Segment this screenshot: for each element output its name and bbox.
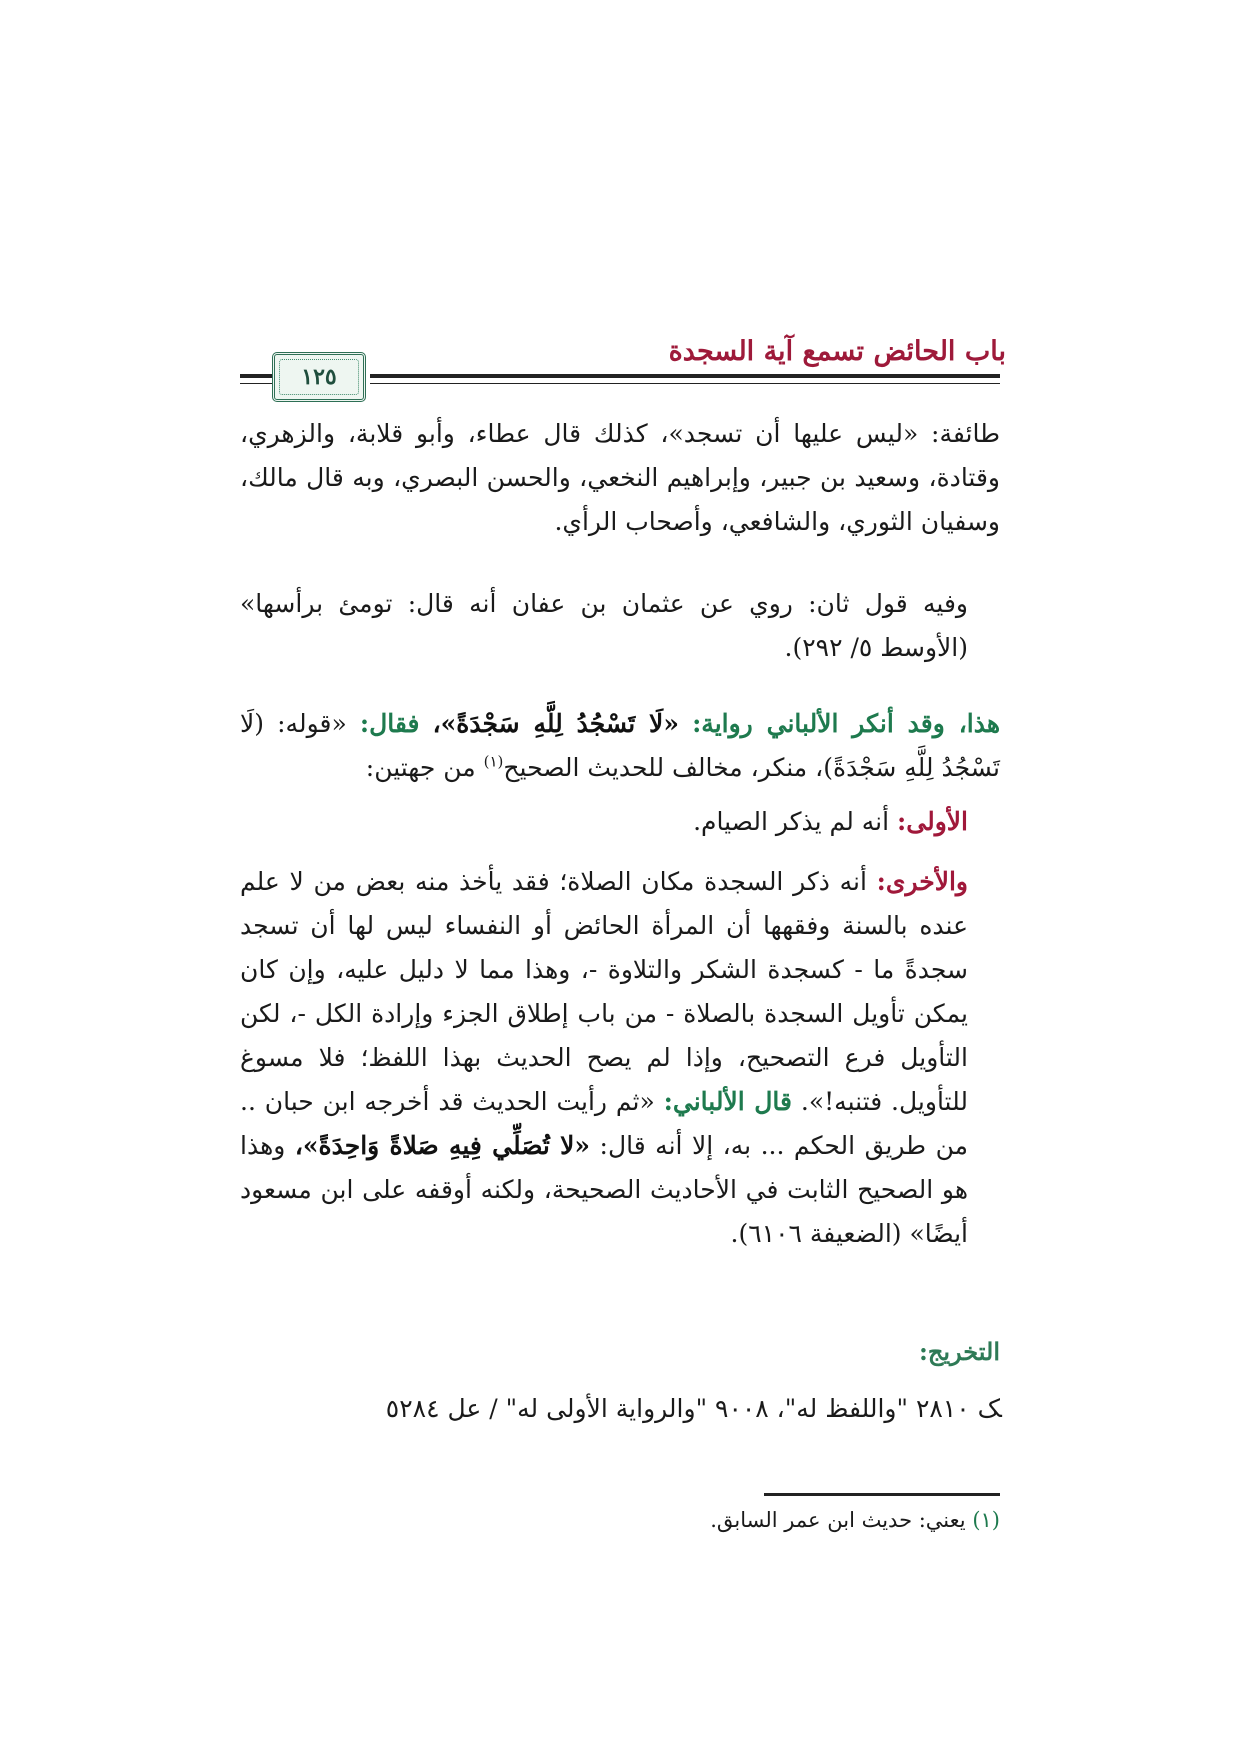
paragraph-2 bbox=[240, 582, 1000, 670]
takhrij-text-block bbox=[240, 1387, 1000, 1431]
header-rule-thin bbox=[370, 383, 1000, 384]
second-point-text: أنه ذكر السجدة مكان الصلاة؛ فقد يأخذ منه بعض من لا علم عنده بالسنة وفقهها أن المرأة الحائض أو النفساء ليس لها أن تسجد سجدةً ما - كسجدة الشكر والتلاوة -، وهذا مما لا دليل عليه، وإن كان يمكن تأويل السجدة بالصلاة - من باب إطلاق الجزء وإرادة الكل -، لكن التأويل فرع التصحيح، وإذا لم يصح الحديث بهذا اللفظ؛ فلا مسوغ للتأويل. فتنبه!». bbox=[240, 867, 968, 1116]
header-rule-left-thick bbox=[240, 374, 272, 378]
albani-text-end: وهذا هو الصحيح الثابت في الأحاديث الصحيحة، ولكنه أوقفه على ابن مسعود أيضًا» (الضعيفة ٦١٠٦). bbox=[240, 1131, 968, 1248]
albani-label: قال الألباني: bbox=[663, 1087, 793, 1116]
page-number: ١٢٥ bbox=[301, 364, 337, 390]
paragraph-4 bbox=[240, 800, 1000, 844]
hadith-quote: «لَا تَسْجُدُ لِلَّهِ سَجْدَةً»، bbox=[432, 709, 679, 738]
albani-comment-end: من جهتين: bbox=[365, 753, 476, 782]
first-point-label: الأولى: bbox=[897, 807, 968, 836]
paragraph-3 bbox=[240, 702, 1000, 790]
paragraph-5 bbox=[240, 860, 1000, 1256]
paragraph-1 bbox=[240, 412, 1000, 544]
first-point-text: أنه لم يذكر الصيام. bbox=[693, 807, 890, 836]
footnote-text: يعني: حديث ابن عمر السابق. bbox=[710, 1508, 966, 1532]
footnote-separator bbox=[764, 1493, 1000, 1496]
hadith-quote-2: «لا تُصَلِّي فِيهِ صَلاةً وَاحِدَةً»، bbox=[294, 1131, 591, 1160]
second-point-label: والأخرى: bbox=[876, 867, 968, 896]
footnote-mark: (١) bbox=[972, 1508, 1000, 1532]
footnote-ref[interactable]: (١) bbox=[483, 752, 504, 771]
takhrij-text: ﮏ ٢٨١٠ "واللفظ له"، ٩٠٠٨ "والرواية الأولى له" / عل ٥٢٨٤ bbox=[385, 1394, 1000, 1423]
albani-lead: هذا، وقد أنكر الألباني رواية: bbox=[692, 709, 1001, 738]
albani-comment: «قوله: (لَا تَسْجُدُ لِلَّهِ سَجْدَةً)، منكر، مخالف للحديث الصحيح bbox=[240, 709, 1000, 782]
takhrij-heading: التخريج: bbox=[919, 1337, 1000, 1366]
paragraph-text: وفيه قول ثان: روي عن عثمان بن عفان أنه قال: تومئ برأسها» (الأوسط ٥/ ٢٩٢). bbox=[240, 589, 968, 662]
chapter-title: باب الحائض تسمع آية السجدة bbox=[668, 336, 1006, 367]
albani-text: «ثم رأيت الحديث قد أخرجه ابن حبان .. من طريق الحكم ... به، إلا أنه قال: bbox=[240, 1087, 968, 1160]
header-rule-left-thin bbox=[240, 383, 272, 384]
paragraph-text: طائفة: «ليس عليها أن تسجد»، كذلك قال عطاء، وأبو قلابة، والزهري، وقتادة، وسعيد بن جبير، وإبراهيم النخعي، والحسن البصري، وبه قال مالك، وسفيان الثوري، والشافعي، وأصحاب الرأي. bbox=[240, 419, 1000, 536]
albani-said: فقال: bbox=[359, 709, 420, 738]
footnote bbox=[710, 1508, 1000, 1532]
page-number-badge bbox=[272, 352, 366, 402]
header-rule-thick bbox=[370, 374, 1000, 378]
